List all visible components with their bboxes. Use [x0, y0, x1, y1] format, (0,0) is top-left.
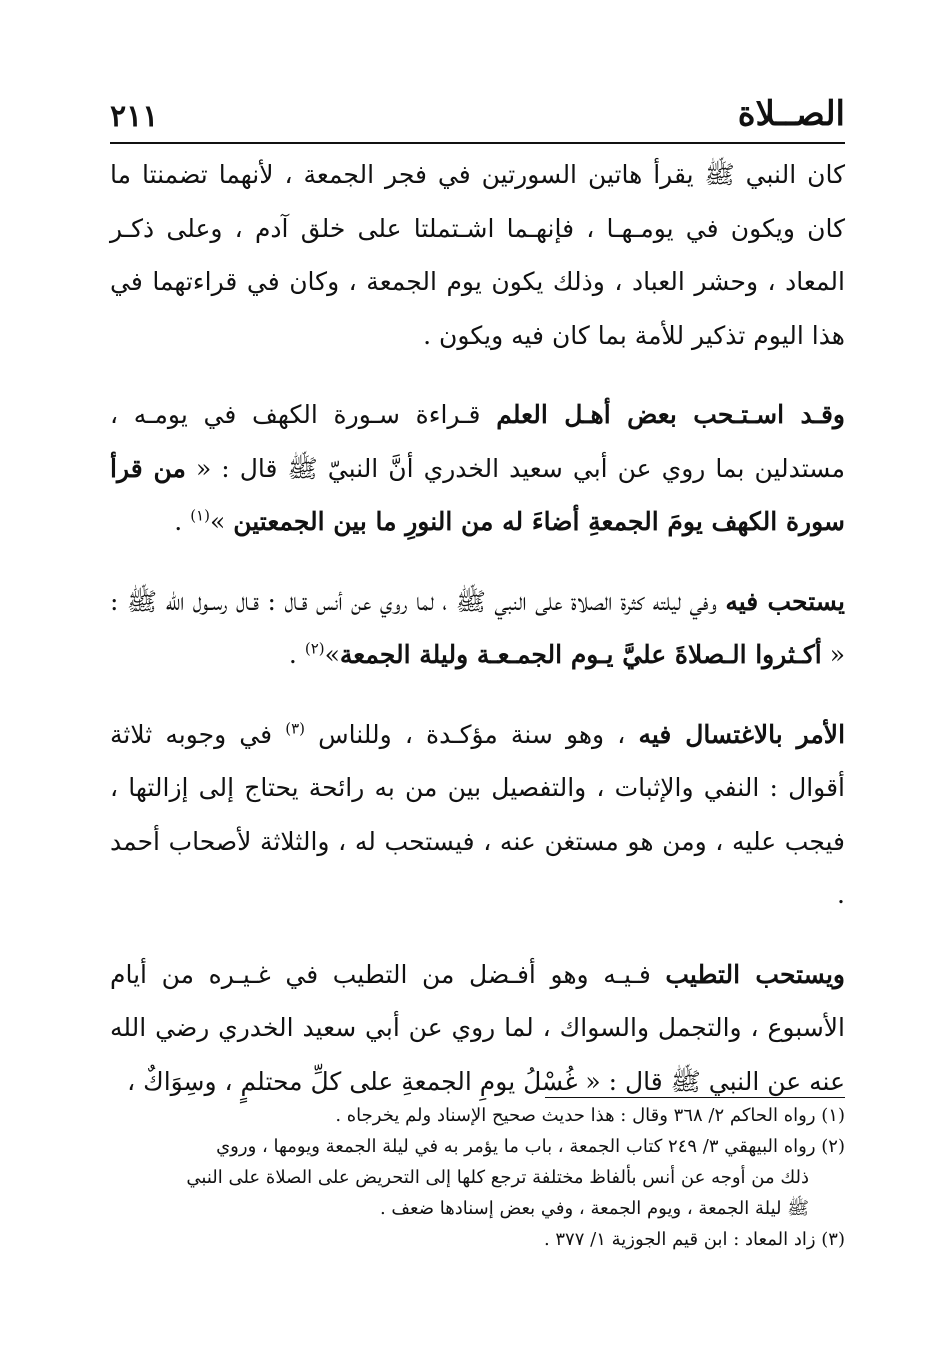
paragraph: [110, 708, 845, 922]
bold-text: يستحب فيه: [725, 586, 845, 616]
text-run: وفي ليلته كثرة الصلاة على النبي ﷺ ، لما روي عن أنس قـال : قـال رسـول الله ﷺ : «: [110, 586, 845, 669]
header-divider: [110, 142, 845, 144]
text-run: .: [288, 640, 305, 669]
text-run: .: [174, 507, 191, 536]
main-text: [110, 148, 845, 1134]
footnote-ref: (١): [190, 506, 210, 525]
footnotes: [100, 1100, 845, 1255]
footnote-ref: (٢): [304, 639, 325, 658]
text-run: »: [209, 507, 234, 536]
paragraph: [110, 948, 845, 1109]
footnote-divider: [545, 1097, 845, 1098]
footnote-line: (٣) زاد المعاد : ابن قيم الجوزية ١/ ٣٧٧ .: [543, 1229, 845, 1250]
text-run: في وجوبه ثلاثة أقوال : النفي والإثبات ، والتفصيل بين من به رائحة يحتاج إلى إزالتها ، فيجب عليه ، ومن هو مستغن عنه ، فيستحب له ، والثلاثة لأصحاب أحمد .: [110, 719, 845, 909]
footnote-line: (٢) رواه البيهقي ٣/ ٢٤٩ كتاب الجمعة ، باب ما يؤمر به في ليلة الجمعة ويومها ، وروي: [216, 1136, 845, 1157]
footnote-ref: (٣): [285, 719, 305, 738]
text-run: قـراءة سـورة الكهف في يومـه ، مستدلين بما روي عن أبي سعيد الخدري أنَّ النبيّ ﷺ قال : «: [110, 400, 845, 483]
page-number: ٢١١: [110, 99, 159, 134]
text-run: »: [324, 640, 340, 669]
paragraph: [110, 148, 845, 362]
bold-text: الأمر بالاغتسال فيه: [638, 719, 846, 749]
bold-text: أكـثروا الـصلاةَ عليَّ يـوم الجمـعـة وليلة الجمعة: [339, 640, 822, 669]
chapter-title: الصــلاة: [737, 94, 845, 134]
footnote-line: ذلك من أوجه عن أنس بألفاظ مختلفة ترجع كلها إلى التحريض على الصلاة على النبي: [186, 1167, 809, 1188]
bold-text: وقـد اسـتـحب بعض أهـل العلم: [496, 400, 845, 429]
text-run: فـيـه وهو أفـضل من التطيب في غـيـره من أيام الأسبوع ، والتجمل والسواك ، لما روي عن أبي سعيد الخدري رضي الله عنه عن النبي ﷺ قال : « غُسْلُ يومِ الجمعةِ على كلِّ محتلمٍ ، وسِوَاكٌ ،: [110, 959, 845, 1096]
paragraph: [110, 575, 845, 682]
text-run: كان النبي ﷺ يقرأ هاتين السورتين في فجر الجمعة ، لأنهما تضمنتا ما كان ويكون في يومـهـا ، فإنهـما اشـتملتا على خلق آدم ، وعلى ذكـر المعاد ، وحشر العباد ، وذلك يكون يوم الجمعة ، وكان في قراءتهما في هذا اليوم تذكير للأمة بما كان فيه ويكون .: [110, 160, 845, 350]
footnote-line: (١) رواه الحاكم ٢/ ٣٦٨ وقال : هذا حديث صحيح الإسناد ولم يخرجاه .: [335, 1105, 845, 1126]
footnote-line: ﷺ ليلة الجمعة ، ويوم الجمعة ، وفي بعض إسنادها ضعف .: [379, 1198, 809, 1219]
paragraph: [110, 388, 845, 549]
bold-text: من قرأ سورة الكهف يومَ الجمعةِ أضاءَ له من النورِ ما بين الجمعتين: [110, 453, 845, 536]
page-header: [110, 82, 845, 134]
bold-text: ويستحب التطيب: [665, 959, 845, 989]
text-run: ، وهو سنة مؤكـدة ، وللناس: [304, 719, 639, 749]
